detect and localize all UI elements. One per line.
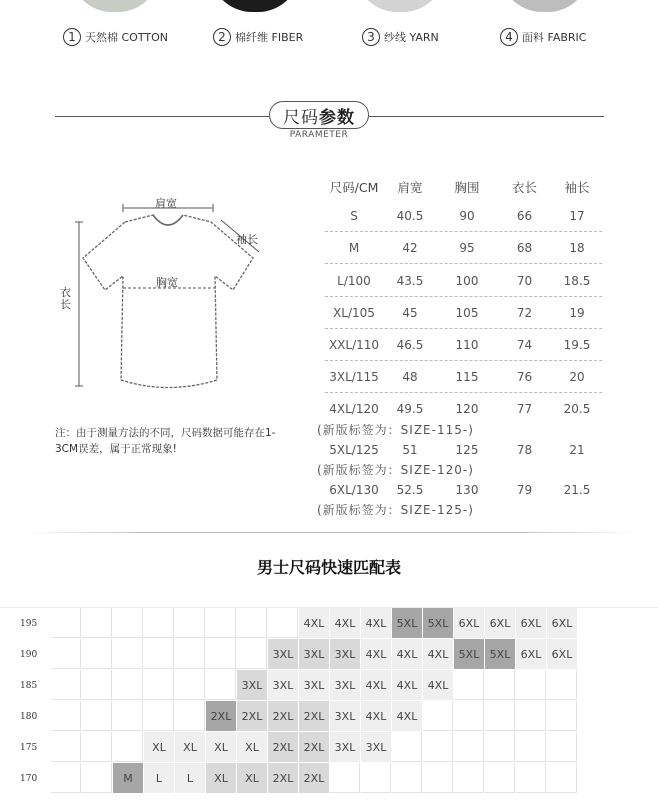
grid-size-cell: 5XL: [454, 639, 484, 669]
grid-empty-cell: [82, 763, 112, 793]
grid-empty-cell: [547, 670, 577, 700]
grid-size-cell: 2XL: [299, 732, 329, 762]
grid-size-cell: 5XL: [485, 639, 515, 669]
grid-size-cell: 4XL: [361, 639, 391, 669]
grid-size-cell: 4XL: [330, 608, 360, 638]
grid-size-cell: 3XL: [330, 732, 360, 762]
size-table-row: M 42 95 68 18: [325, 232, 602, 264]
grid-size-cell: 4XL: [392, 701, 422, 731]
label-note-5xl: (新版标签为：SIZE-120-): [317, 463, 474, 477]
grid-size-cell: 3XL: [330, 701, 360, 731]
height-label: 190: [20, 650, 38, 660]
material-label: 纱线 YARN: [384, 31, 439, 44]
grid-empty-cell: [82, 670, 112, 700]
grid-empty-cell: [175, 639, 205, 669]
grid-size-cell: 4XL: [423, 639, 453, 669]
grid-size-cell: 6XL: [516, 639, 546, 669]
grid-empty-cell: [144, 701, 174, 731]
grid-empty-cell: [516, 732, 546, 762]
grid-size-cell: 2XL: [237, 701, 267, 731]
grid-empty-cell: [175, 608, 205, 638]
size-table-row: 4XL/120 49.5 120 77 20.5: [329, 402, 591, 416]
measurement-note: 注：由于测量方法的不同，尺码数据可能存在1-3CM误差，属于正常现象!: [55, 427, 276, 455]
grid-empty-cell: [361, 763, 391, 793]
grid-size-cell: 2XL: [299, 701, 329, 731]
height-label: 170: [20, 774, 38, 784]
material-yarn: [362, 28, 439, 46]
grid-size-cell: 5XL: [392, 608, 422, 638]
grid-size-cell: M: [113, 763, 143, 793]
grid-size-cell: 6XL: [485, 608, 515, 638]
size-table-row: S 40.5 90 66 17: [325, 200, 602, 232]
grid-empty-cell: [51, 608, 81, 638]
grid-size-cell: 6XL: [547, 639, 577, 669]
grid-size-cell: XL: [175, 732, 205, 762]
grid-empty-cell: [237, 639, 267, 669]
grid-size-cell: 3XL: [268, 670, 298, 700]
grid-empty-cell: [51, 670, 81, 700]
parameter-subtitle: PARAMETER: [289, 130, 349, 140]
size-table-row: XXL/110 46.5 110 74 19.5: [325, 329, 602, 361]
height-label: 185: [20, 681, 38, 691]
material-cotton: [63, 28, 168, 46]
grid-size-cell: 3XL: [268, 639, 298, 669]
grid-empty-cell: [51, 701, 81, 731]
grid-empty-cell: [113, 732, 143, 762]
grid-empty-cell: [144, 670, 174, 700]
material-label: 天然棉 COTTON: [85, 31, 168, 44]
grid-empty-cell: [454, 701, 484, 731]
grid-empty-cell: [454, 763, 484, 793]
header-line-right: [369, 116, 604, 117]
height-label: 180: [20, 712, 38, 722]
height-label: 195: [20, 619, 38, 629]
grid-size-cell: 2XL: [299, 763, 329, 793]
grid-empty-cell: [175, 670, 205, 700]
grid-size-cell: XL: [206, 763, 236, 793]
grid-size-cell: 2XL: [268, 732, 298, 762]
size-table-row: 6XL/130 52.5 130 79 21.5: [329, 483, 591, 497]
grid-size-cell: 4XL: [361, 670, 391, 700]
size-table-row: 5XL/125 51 125 78 21: [329, 443, 585, 457]
grid-empty-cell: [547, 701, 577, 731]
size-table-row: XL/105 45 105 72 19: [325, 297, 602, 329]
grid-empty-cell: [485, 701, 515, 731]
grid-size-cell: 4XL: [361, 701, 391, 731]
label-note-4xl: (新版标签为：SIZE-115-): [317, 423, 474, 437]
grid-empty-cell: [82, 608, 112, 638]
tshirt-diagram: [55, 190, 295, 410]
grid-empty-cell: [516, 670, 546, 700]
grid-empty-cell: [516, 763, 546, 793]
grid-size-cell: 4XL: [423, 670, 453, 700]
length-label: 衣长: [60, 286, 71, 311]
step-number: 4: [500, 28, 518, 46]
step-number: 3: [362, 28, 380, 46]
grid-size-cell: L: [144, 763, 174, 793]
grid-empty-cell: [113, 670, 143, 700]
size-table-header: 尺码/CM 肩宽 胸围 衣长 袖长: [329, 180, 590, 195]
material-fabric: [500, 28, 586, 46]
grid-size-cell: 2XL: [206, 701, 236, 731]
grid-empty-cell: [51, 732, 81, 762]
material-label: 面料 FABRIC: [522, 31, 587, 44]
grid-empty-cell: [423, 763, 453, 793]
material-label: 棉纤维 FIBER: [235, 31, 304, 44]
grid-empty-cell: [206, 639, 236, 669]
grid-empty-cell: [454, 732, 484, 762]
grid-size-cell: 3XL: [330, 670, 360, 700]
grid-empty-cell: [82, 732, 112, 762]
grid-empty-cell: [454, 670, 484, 700]
grid-empty-cell: [547, 732, 577, 762]
grid-size-cell: XL: [206, 732, 236, 762]
grid-empty-cell: [175, 701, 205, 731]
header-line-left: [55, 116, 269, 117]
grid-empty-cell: [392, 763, 422, 793]
grid-size-cell: XL: [237, 763, 267, 793]
grid-empty-cell: [82, 701, 112, 731]
fiber-image: [210, 0, 300, 12]
parameter-title: 尺码 参数: [269, 101, 369, 129]
chest-label: 胸宽: [156, 276, 178, 289]
step-number: 1: [63, 28, 81, 46]
cotton-image: [70, 0, 160, 12]
grid-empty-cell: [237, 608, 267, 638]
grid-size-cell: 4XL: [361, 608, 391, 638]
grid-empty-cell: [485, 670, 515, 700]
grid-empty-cell: [51, 639, 81, 669]
grid-empty-cell: [206, 670, 236, 700]
size-table-row: L/100 43.5 100 70 18.5: [325, 265, 602, 297]
grid-empty-cell: [268, 608, 298, 638]
grid-empty-cell: [423, 701, 453, 731]
grid-size-cell: 2XL: [268, 763, 298, 793]
label-note-6xl: (新版标签为：SIZE-125-): [317, 503, 474, 517]
grid-size-cell: 4XL: [299, 608, 329, 638]
grid-empty-cell: [82, 639, 112, 669]
grid-size-cell: 3XL: [299, 639, 329, 669]
grid-size-cell: XL: [237, 732, 267, 762]
grid-empty-cell: [144, 608, 174, 638]
grid-size-cell: 4XL: [392, 670, 422, 700]
grid-empty-cell: [144, 639, 174, 669]
grid-size-cell: 6XL: [454, 608, 484, 638]
grid-empty-cell: [423, 732, 453, 762]
grid-empty-cell: [485, 763, 515, 793]
grid-size-cell: 3XL: [361, 732, 391, 762]
yarn-image: [355, 0, 445, 12]
grid-empty-cell: [113, 639, 143, 669]
grid-size-cell: 3XL: [237, 670, 267, 700]
grid-empty-cell: [392, 732, 422, 762]
height-label: 175: [20, 743, 38, 753]
grid-empty-cell: [485, 732, 515, 762]
grid-empty-cell: [113, 701, 143, 731]
material-fiber: [213, 28, 303, 46]
grid-size-cell: 6XL: [547, 608, 577, 638]
section-divider: [25, 532, 635, 533]
grid-size-cell: 3XL: [299, 670, 329, 700]
grid-empty-cell: [51, 763, 81, 793]
grid-size-cell: 2XL: [268, 701, 298, 731]
grid-empty-cell: [330, 763, 360, 793]
grid-empty-cell: [516, 701, 546, 731]
grid-size-cell: L: [175, 763, 205, 793]
grid-size-cell: 4XL: [392, 639, 422, 669]
quick-match-title: 男士尺码快速匹配表: [256, 558, 401, 577]
grid-size-cell: 5XL: [423, 608, 453, 638]
size-table-row: 3XL/115 48 115 76 20: [325, 361, 602, 393]
grid-size-cell: XL: [144, 732, 174, 762]
shoulder-label: 肩宽: [155, 197, 177, 210]
grid-size-cell: 3XL: [330, 639, 360, 669]
step-number: 2: [213, 28, 231, 46]
grid-size-cell: 6XL: [516, 608, 546, 638]
grid-empty-cell: [113, 608, 143, 638]
grid-empty-cell: [206, 608, 236, 638]
sleeve-label: 袖长: [236, 233, 258, 246]
grid-empty-cell: [547, 763, 577, 793]
fabric-image: [500, 0, 590, 12]
